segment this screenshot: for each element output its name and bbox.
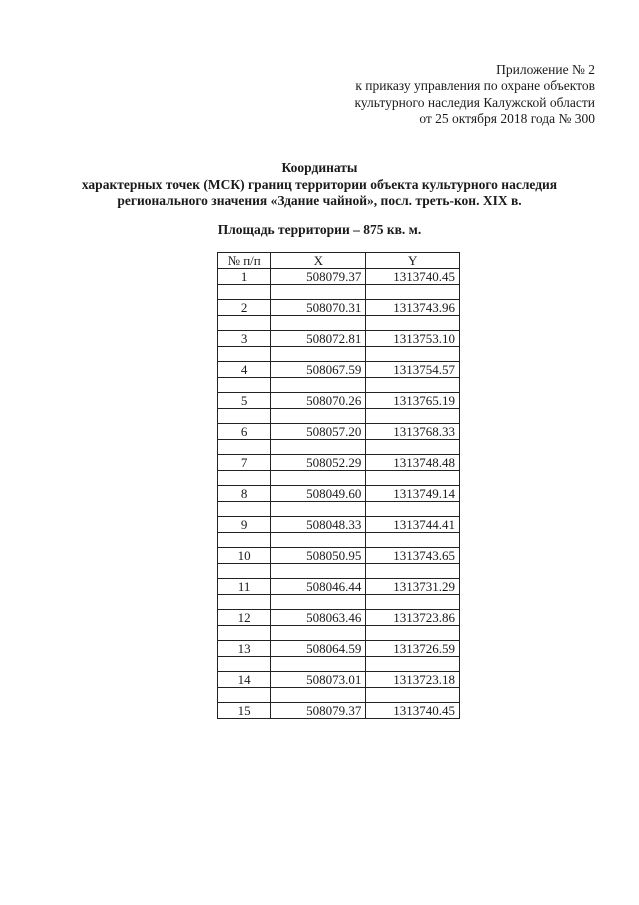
table-row xyxy=(218,393,460,409)
y-coordinate-cell: 1313768.33 xyxy=(366,424,460,440)
appendix-date-number: от 25 октября 2018 года № 300 xyxy=(419,110,595,126)
empty-cell xyxy=(271,533,366,548)
empty-cell xyxy=(218,688,271,703)
appendix-order-ref: к приказу управления по охране объектов xyxy=(355,78,595,94)
empty-cell xyxy=(271,285,366,300)
table-spacer-row xyxy=(218,316,460,331)
x-coordinate-cell: 508079.37 xyxy=(271,703,366,719)
table-row xyxy=(218,672,460,688)
empty-cell xyxy=(218,564,271,579)
empty-cell xyxy=(271,688,366,703)
empty-cell xyxy=(366,657,460,672)
x-coordinate-cell: 508067.59 xyxy=(271,362,366,378)
point-number-cell: 13 xyxy=(218,641,271,657)
point-number-cell: 14 xyxy=(218,672,271,688)
table-row xyxy=(218,269,460,285)
point-number-cell: 2 xyxy=(218,300,271,316)
table-row xyxy=(218,641,460,657)
empty-cell xyxy=(218,347,271,362)
heading-subtitle-1: характерных точек (МСК) границ территории объекта культурного наследия xyxy=(81,176,558,192)
empty-cell xyxy=(271,378,366,393)
y-coordinate-cell: 1313740.45 xyxy=(366,269,460,285)
empty-cell xyxy=(218,440,271,455)
appendix-block xyxy=(354,62,595,127)
x-coordinate-cell: 508073.01 xyxy=(271,672,366,688)
empty-cell xyxy=(366,440,460,455)
x-coordinate-cell: 508079.37 xyxy=(271,269,366,285)
empty-cell xyxy=(218,409,271,424)
y-coordinate-cell: 1313723.86 xyxy=(366,610,460,626)
empty-cell xyxy=(366,626,460,641)
empty-cell xyxy=(366,285,460,300)
y-coordinate-cell: 1313748.48 xyxy=(366,455,460,471)
x-coordinate-cell: 508070.26 xyxy=(271,393,366,409)
table-row xyxy=(218,517,460,533)
table-spacer-row xyxy=(218,285,460,300)
empty-cell xyxy=(218,502,271,517)
appendix-authority: культурного наследия Калужской области xyxy=(354,94,595,110)
x-coordinate-cell: 508057.20 xyxy=(271,424,366,440)
table-spacer-row xyxy=(218,378,460,393)
empty-cell xyxy=(366,502,460,517)
empty-cell xyxy=(366,471,460,486)
point-number-cell: 9 xyxy=(218,517,271,533)
empty-cell xyxy=(366,595,460,610)
header-y: Y xyxy=(366,253,460,269)
x-coordinate-cell: 508070.31 xyxy=(271,300,366,316)
y-coordinate-cell: 1313754.57 xyxy=(366,362,460,378)
empty-cell xyxy=(218,378,271,393)
table-row xyxy=(218,486,460,502)
table-spacer-row xyxy=(218,409,460,424)
table-spacer-row xyxy=(218,440,460,455)
empty-cell xyxy=(271,409,366,424)
empty-cell xyxy=(366,533,460,548)
table-row xyxy=(218,703,460,719)
empty-cell xyxy=(218,316,271,331)
x-coordinate-cell: 508048.33 xyxy=(271,517,366,533)
empty-cell xyxy=(271,564,366,579)
empty-cell xyxy=(218,626,271,641)
table-spacer-row xyxy=(218,626,460,641)
table-spacer-row xyxy=(218,688,460,703)
y-coordinate-cell: 1313740.45 xyxy=(366,703,460,719)
y-coordinate-cell: 1313723.18 xyxy=(366,672,460,688)
x-coordinate-cell: 508046.44 xyxy=(271,579,366,595)
point-number-cell: 5 xyxy=(218,393,271,409)
x-coordinate-cell: 508050.95 xyxy=(271,548,366,564)
table-spacer-row xyxy=(218,347,460,362)
x-coordinate-cell: 508049.60 xyxy=(271,486,366,502)
table-row xyxy=(218,300,460,316)
point-number-cell: 10 xyxy=(218,548,271,564)
empty-cell xyxy=(271,626,366,641)
empty-cell xyxy=(271,595,366,610)
empty-cell xyxy=(218,595,271,610)
heading-subtitle-2: регионального значения «Здание чайной», посл. треть-кон. XIX в. xyxy=(117,193,522,208)
header-x: X xyxy=(271,253,366,269)
empty-cell xyxy=(271,347,366,362)
empty-cell xyxy=(366,378,460,393)
table-spacer-row xyxy=(218,533,460,548)
x-coordinate-cell: 508063.46 xyxy=(271,610,366,626)
point-number-cell: 11 xyxy=(218,579,271,595)
table-row xyxy=(218,579,460,595)
table-spacer-row xyxy=(218,471,460,486)
table-spacer-row xyxy=(218,564,460,579)
empty-cell xyxy=(366,688,460,703)
table-row xyxy=(218,548,460,564)
heading-title: Координаты xyxy=(281,160,358,175)
table-spacer-row xyxy=(218,595,460,610)
y-coordinate-cell: 1313743.96 xyxy=(366,300,460,316)
y-coordinate-cell: 1313743.65 xyxy=(366,548,460,564)
coordinates-table-body xyxy=(218,253,460,719)
empty-cell xyxy=(366,316,460,331)
point-number-cell: 12 xyxy=(218,610,271,626)
x-coordinate-cell: 508072.81 xyxy=(271,331,366,347)
table-spacer-row xyxy=(218,502,460,517)
point-number-cell: 15 xyxy=(218,703,271,719)
empty-cell xyxy=(218,471,271,486)
y-coordinate-cell: 1313753.10 xyxy=(366,331,460,347)
point-number-cell: 8 xyxy=(218,486,271,502)
empty-cell xyxy=(271,440,366,455)
appendix-title: Приложение № 2 xyxy=(496,62,595,77)
table-row xyxy=(218,610,460,626)
coordinates-table xyxy=(217,252,460,719)
empty-cell xyxy=(271,502,366,517)
point-number-cell: 6 xyxy=(218,424,271,440)
point-number-cell: 4 xyxy=(218,362,271,378)
empty-cell xyxy=(366,564,460,579)
x-coordinate-cell: 508052.29 xyxy=(271,455,366,471)
empty-cell xyxy=(218,533,271,548)
table-row xyxy=(218,424,460,440)
document-heading xyxy=(0,160,639,210)
point-number-cell: 7 xyxy=(218,455,271,471)
y-coordinate-cell: 1313749.14 xyxy=(366,486,460,502)
empty-cell xyxy=(218,657,271,672)
y-coordinate-cell: 1313726.59 xyxy=(366,641,460,657)
empty-cell xyxy=(271,316,366,331)
table-spacer-row xyxy=(218,657,460,672)
table-row xyxy=(218,362,460,378)
empty-cell xyxy=(271,471,366,486)
point-number-cell: 3 xyxy=(218,331,271,347)
table-row xyxy=(218,455,460,471)
header-number: № п/п xyxy=(218,253,271,269)
table-header-row xyxy=(218,253,460,269)
y-coordinate-cell: 1313731.29 xyxy=(366,579,460,595)
table-row xyxy=(218,331,460,347)
y-coordinate-cell: 1313744.41 xyxy=(366,517,460,533)
point-number-cell: 1 xyxy=(218,269,271,285)
territory-area: Площадь территории – 875 кв. м. xyxy=(217,222,422,237)
empty-cell xyxy=(271,657,366,672)
y-coordinate-cell: 1313765.19 xyxy=(366,393,460,409)
empty-cell xyxy=(366,347,460,362)
x-coordinate-cell: 508064.59 xyxy=(271,641,366,657)
empty-cell xyxy=(218,285,271,300)
empty-cell xyxy=(366,409,460,424)
